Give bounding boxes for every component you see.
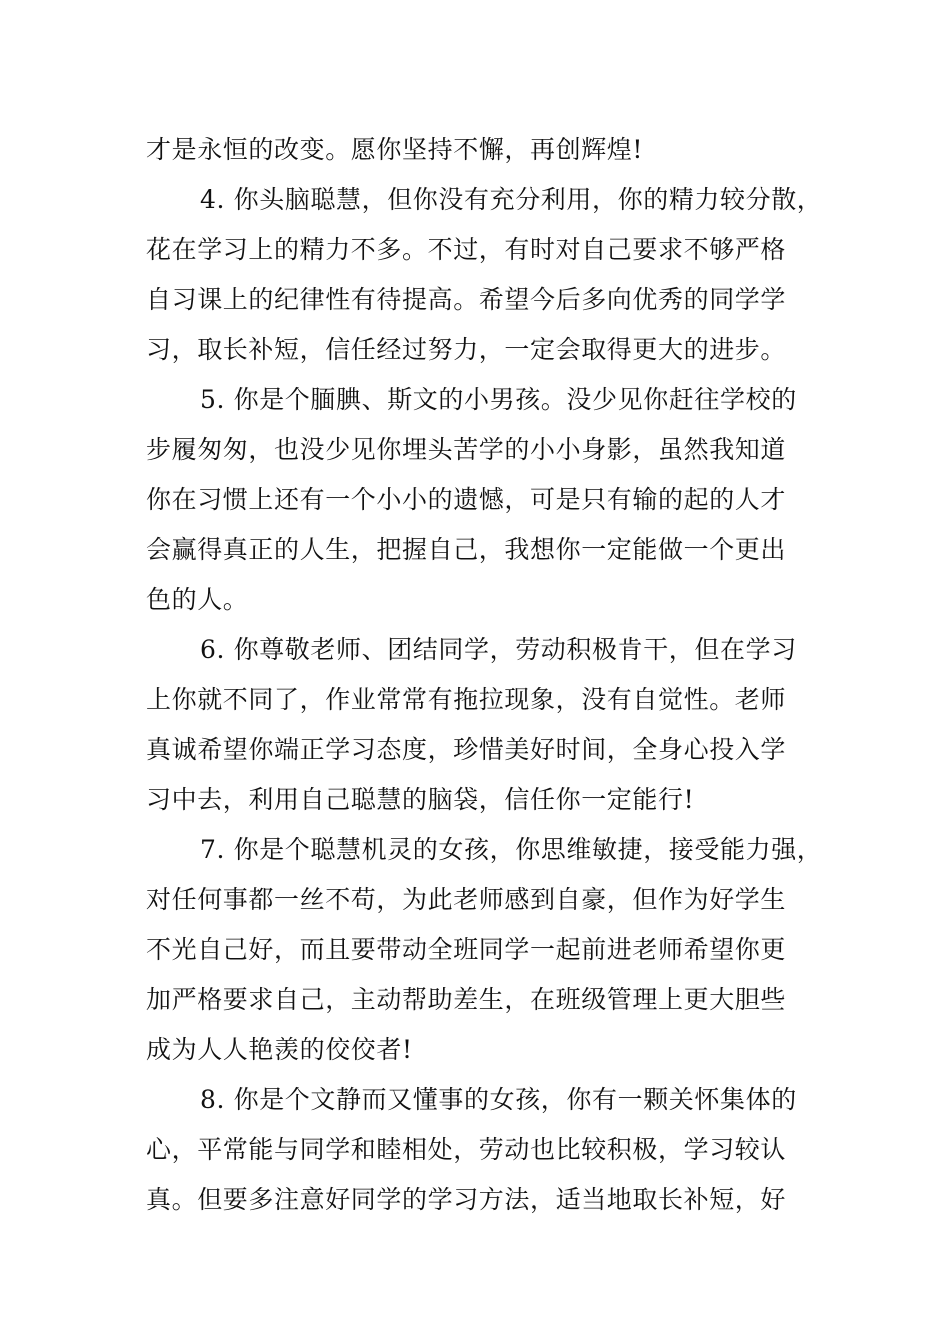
document-body [146,125,846,1225]
text-line: 对任何事都一丝不苟，为此老师感到自豪，但作为好学生 [146,885,787,914]
text-line: 真。但要多注意好同学的学习方法，适当地取长补短，好 [146,1185,787,1214]
paragraph-5-line: 5. 你是个腼腆、斯文的小男孩。没少见你赶往学校的 [200,385,797,414]
paragraph-6-line: 6. 你尊敬老师、团结同学，劳动积极肯干，但在学习 [200,635,797,664]
text-line: 不光自己好，而且要带动全班同学一起前进老师希望你更 [146,935,787,964]
text-line: 真诚希望你端正学习态度，珍惜美好时间，全身心投入学 [146,735,787,764]
text-line: 加严格要求自己，主动帮助差生，在班级管理上更大胆些 [146,985,787,1014]
paragraph-7-line: 7. 你是个聪慧机灵的女孩，你思维敏捷，接受能力强， [200,835,823,864]
text-line: 你在习惯上还有一个小小的遗憾，可是只有输的起的人才 [146,485,787,514]
text-line: 会赢得真正的人生，把握自己，我想你一定能做一个更出 [146,535,787,564]
text-line: 成为人人艳羡的佼佼者! [146,1035,413,1064]
text-line: 习，取长补短，信任经过努力，一定会取得更大的进步。 [146,335,787,364]
text-line: 心，平常能与同学和睦相处，劳动也比较积极，学习较认 [146,1135,787,1164]
text-line: 花在学习上的精力不多。不过，有时对自己要求不够严格 [146,235,787,264]
text-line: 色的人。 [146,585,249,614]
paragraph-4-line: 4. 你头脑聪慧，但你没有充分利用，你的精力较分散， [200,185,823,214]
paragraph-8-line: 8. 你是个文静而又懂事的女孩，你有一颗关怀集体的 [200,1085,797,1114]
text-line: 上你就不同了，作业常常有拖拉现象，没有自觉性。老师 [146,685,787,714]
text-line: 习中去，利用自己聪慧的脑袋，信任你一定能行! [146,785,695,814]
text-line: 自习课上的纪律性有待提高。希望今后多向优秀的同学学 [146,285,787,314]
text-line: 才是永恒的改变。愿你坚持不懈，再创辉煌! [146,135,644,164]
text-line: 步履匆匆，也没少见你埋头苦学的小小身影，虽然我知道 [146,435,787,464]
